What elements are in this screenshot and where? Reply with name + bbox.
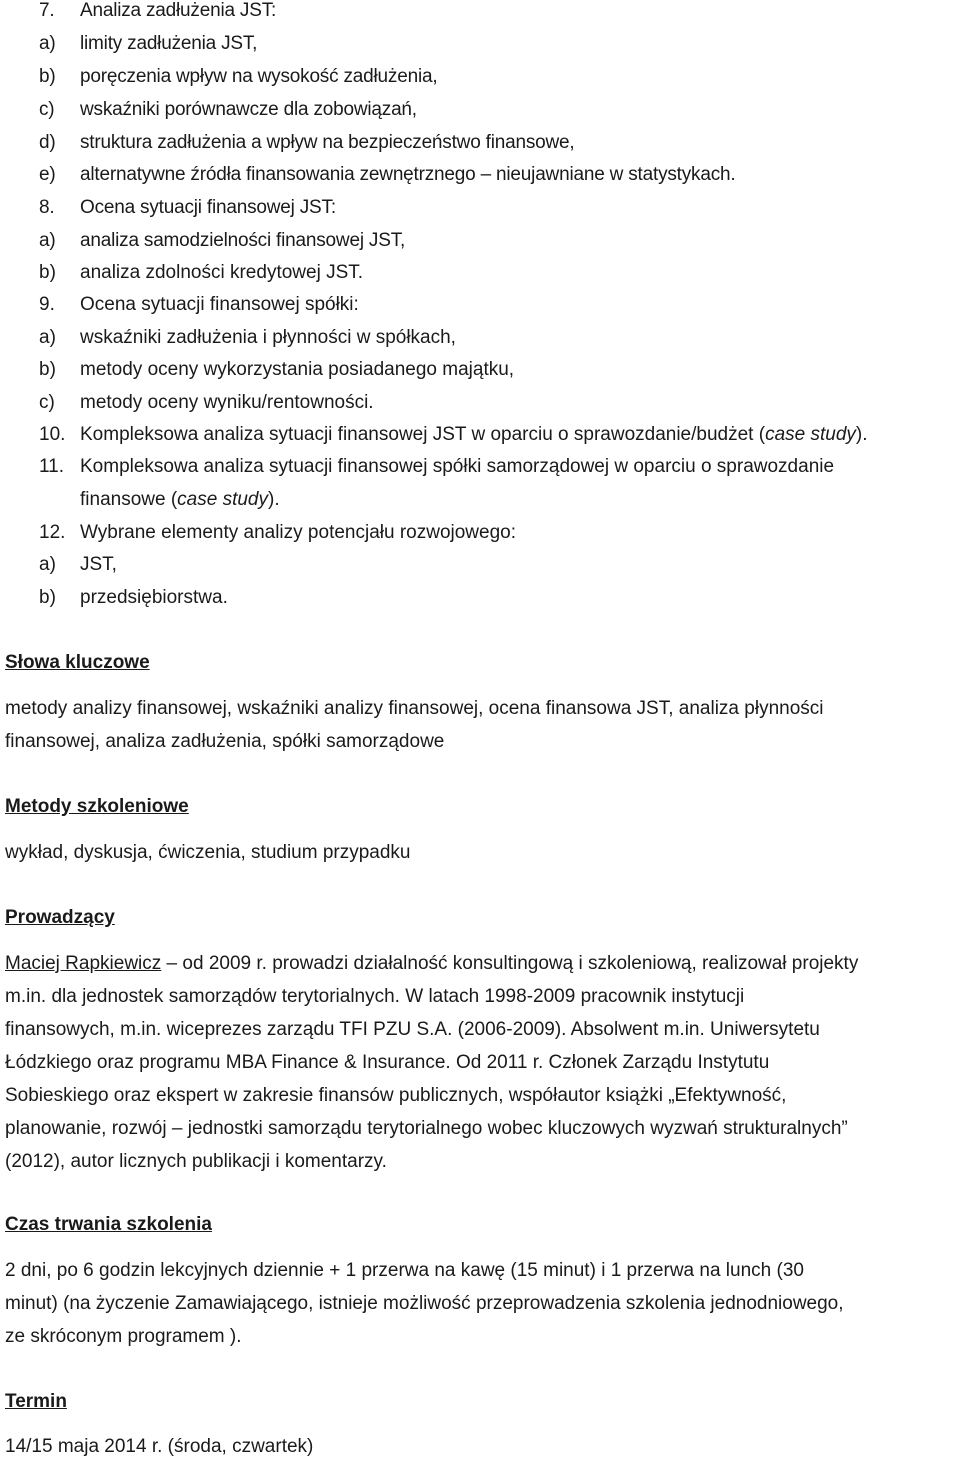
list-item-continuation (0, 483, 960, 516)
list-marker: e) (39, 164, 56, 185)
list-marker: b) (39, 359, 56, 380)
list-text: metody oceny wyniku/rentowności. (80, 392, 374, 413)
list-item (0, 386, 960, 419)
list-marker: 12. (39, 522, 66, 543)
list-marker: b) (39, 66, 56, 87)
list-item (0, 93, 960, 126)
list-text: analiza samodzielności finansowej JST, (80, 230, 406, 251)
list-text: przedsiębiorstwa. (80, 587, 228, 608)
keywords-text: metody analizy finansowej, wskaźniki analizy finansowej, ocena finansowa JST, analiza płynności finansowej, analiza zadłużenia, spółki samorządowe (5, 698, 824, 752)
list-marker: a) (39, 327, 56, 348)
list-item (0, 516, 960, 549)
trainer-bio: Maciej Rapkiewicz – od 2009 r. prowadzi działalność konsultingową i szkoleniową, realizował projekty m.in. dla jednostek samorządów terytorialnych. W latach 1998-2009 pracownik instytucji finansowych, m.in. wiceprezes zarządu TFI PZU S.A. (2006-2009). Absolwent m.in. Uniwersytetu Łódzkiego oraz programu MBA Finance & Insurance. Od 2011 r. Członek Zarządu Instytutu Sobieskiego oraz ekspert w zakresie finansów publicznych, współautor książki „Efektywność, planowanie, rozwój – jednostki samorządu terytorialnego wobec kluczowych wyzwań strukturalnych” (2012), autor licznych publikacji i komentarzy. (5, 953, 859, 1172)
duration-heading: Czas trwania szkolenia (5, 1214, 212, 1235)
list-text: alternatywne źródła finansowania zewnętrznego – nieujawniane w statystykach. (80, 164, 736, 185)
list-item (0, 353, 960, 386)
list-text: finansowe (case study). (80, 489, 280, 510)
list-item (0, 418, 960, 451)
list-marker: 10. (39, 424, 66, 445)
list-marker: c) (39, 392, 55, 413)
trainer-name: Maciej Rapkiewicz (5, 953, 162, 974)
italic-text: case study (177, 489, 268, 510)
list-text: JST, (80, 554, 117, 575)
list-text: wskaźniki zadłużenia i płynności w spółkach, (80, 327, 456, 348)
term-heading: Termin (5, 1391, 67, 1412)
list-item (0, 0, 960, 27)
list-item (0, 27, 960, 60)
list-item (0, 256, 960, 289)
list-text: Kompleksowa analiza sytuacji finansowej spółki samorządowej w oparciu o sprawozdanie (80, 456, 835, 477)
list-item (0, 321, 960, 354)
italic-text: case study (765, 424, 856, 445)
duration-text: 2 dni, po 6 godzin lekcyjnych dziennie + 1 przerwa na kawę (15 minut) i 1 przerwa na lunch (30 minut) (na życzenie Zamawiającego, istnieje możliwość przeprowadzenia szkolenia jednodniowego, ze skróconym programem ). (5, 1260, 844, 1347)
list-item (0, 288, 960, 321)
list-text: poręczenia wpływ na wysokość zadłużenia, (80, 66, 438, 87)
list-marker: 9. (39, 294, 55, 315)
trainer-heading: Prowadzący (5, 907, 115, 928)
list-item (0, 450, 960, 483)
list-text: Analiza zadłużenia JST: (80, 0, 277, 21)
list-text: Wybrane elementy analizy potencjału rozwojowego: (80, 522, 517, 543)
list-marker: a) (39, 554, 56, 575)
list-marker: b) (39, 587, 56, 608)
list-text: struktura zadłużenia a wpływ na bezpieczeństwo finansowe, (80, 132, 575, 153)
list-marker: b) (39, 262, 56, 283)
list-item (0, 548, 960, 581)
list-text: metody oceny wykorzystania posiadanego majątku, (80, 359, 515, 380)
list-item (0, 60, 960, 93)
list-marker: 7. (39, 0, 55, 21)
list-marker: d) (39, 132, 56, 153)
list-marker: a) (39, 230, 56, 251)
list-item (0, 224, 960, 257)
list-item (0, 581, 960, 614)
list-marker: c) (39, 99, 55, 120)
list-text: Kompleksowa analiza sytuacji finansowej JST w oparciu o sprawozdanie/budżet (case study). (80, 424, 868, 445)
list-marker: 11. (39, 456, 65, 477)
list-text: Ocena sytuacji finansowej JST: (80, 197, 336, 218)
methods-heading: Metody szkoleniowe (5, 796, 189, 817)
list-item (0, 158, 960, 191)
list-marker: a) (39, 33, 56, 54)
list-marker: 8. (39, 197, 55, 218)
list-item (0, 191, 960, 224)
list-text: analiza zdolności kredytowej JST. (80, 262, 364, 283)
list-text: limity zadłużenia JST, (80, 33, 258, 54)
keywords-heading: Słowa kluczowe (5, 652, 150, 673)
term-text: 14/15 maja 2014 r. (środa, czwartek) (5, 1436, 314, 1457)
list-text: wskaźniki porównawcze dla zobowiązań, (80, 99, 417, 120)
list-text: Ocena sytuacji finansowej spółki: (80, 294, 359, 315)
list-item (0, 126, 960, 159)
methods-text: wykład, dyskusja, ćwiczenia, studium przypadku (5, 842, 411, 863)
